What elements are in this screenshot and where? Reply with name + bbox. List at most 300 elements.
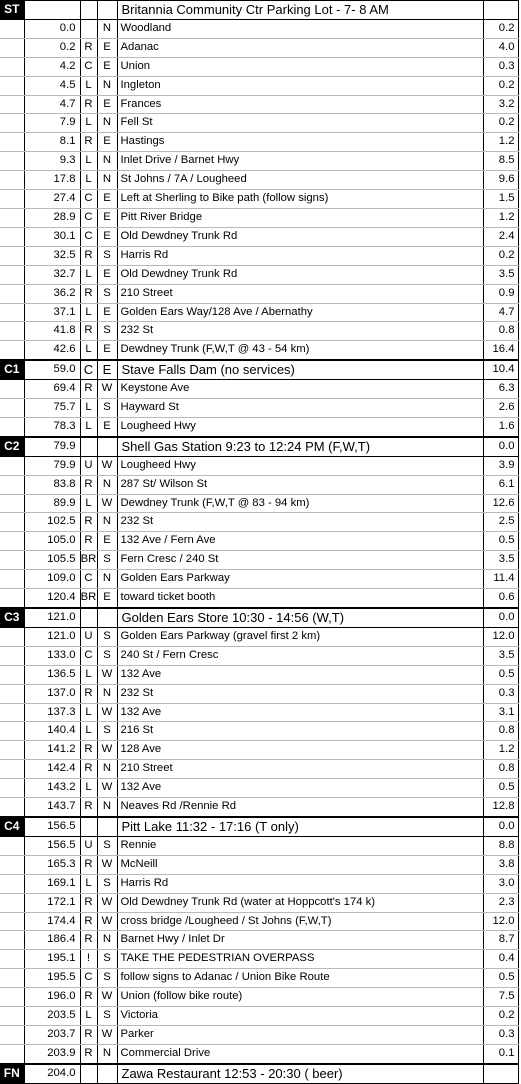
segment-cell <box>483 1 518 20</box>
control-label-cell <box>0 208 24 227</box>
turn-cell: L <box>80 417 97 436</box>
distance-cell: 37.1 <box>24 303 80 322</box>
control-label-cell <box>0 703 24 722</box>
distance-cell: 140.4 <box>24 722 80 741</box>
turn-cell: L <box>80 171 97 190</box>
segment-cell: 0.6 <box>483 589 518 608</box>
route-cell: Lougheed Hwy <box>117 417 483 436</box>
segment-cell: 0.2 <box>483 76 518 95</box>
turn-cell: R <box>80 95 97 114</box>
control-label-cell <box>0 950 24 969</box>
route-cell: Keystone Ave <box>117 380 483 399</box>
cue-row <box>0 208 518 227</box>
control-label-cell <box>0 456 24 475</box>
cue-row <box>0 76 518 95</box>
route-cell: Zawa Restaurant 12:53 - 20:30 ( beer) <box>117 1064 483 1083</box>
cue-row <box>0 741 518 760</box>
control-row <box>0 817 518 836</box>
distance-cell: 78.3 <box>24 417 80 436</box>
control-label-cell <box>0 95 24 114</box>
distance-cell: 143.7 <box>24 798 80 817</box>
turn-cell: R <box>80 532 97 551</box>
cue-row <box>0 779 518 798</box>
heading-cell: N <box>97 931 117 950</box>
control-label-cell <box>0 798 24 817</box>
heading-cell: S <box>97 950 117 969</box>
segment-cell: 3.5 <box>483 646 518 665</box>
heading-cell: S <box>97 969 117 988</box>
distance-cell: 109.0 <box>24 570 80 589</box>
cue-row <box>0 589 518 608</box>
distance-cell: 102.5 <box>24 513 80 532</box>
segment-cell: 12.6 <box>483 494 518 513</box>
heading-cell: S <box>97 722 117 741</box>
segment-cell: 1.2 <box>483 133 518 152</box>
distance-cell: 172.1 <box>24 893 80 912</box>
distance-cell: 7.9 <box>24 114 80 133</box>
segment-cell: 3.2 <box>483 95 518 114</box>
heading-cell: N <box>97 513 117 532</box>
cue-row <box>0 152 518 171</box>
segment-cell: 0.2 <box>483 246 518 265</box>
control-row <box>0 1064 518 1083</box>
heading-cell: E <box>97 57 117 76</box>
segment-cell: 8.8 <box>483 836 518 855</box>
turn-cell: BR <box>80 589 97 608</box>
route-cell: Harris Rd <box>117 874 483 893</box>
control-label-cell <box>0 227 24 246</box>
control-label-cell <box>0 532 24 551</box>
turn-cell: R <box>80 322 97 341</box>
segment-cell: 3.0 <box>483 874 518 893</box>
segment-cell: 8.5 <box>483 152 518 171</box>
turn-cell: L <box>80 494 97 513</box>
segment-cell: 0.2 <box>483 1007 518 1026</box>
cue-row <box>0 1025 518 1044</box>
cue-row <box>0 19 518 38</box>
turn-cell: L <box>80 114 97 133</box>
route-cell: 128 Ave <box>117 741 483 760</box>
control-label-cell <box>0 133 24 152</box>
heading-cell: S <box>97 627 117 646</box>
segment-cell: 1.2 <box>483 208 518 227</box>
turn-cell <box>80 1064 97 1083</box>
heading-cell: S <box>97 1007 117 1026</box>
control-label-cell <box>0 779 24 798</box>
turn-cell: R <box>80 133 97 152</box>
turn-cell: U <box>80 836 97 855</box>
distance-cell: 196.0 <box>24 988 80 1007</box>
cue-row <box>0 912 518 931</box>
cue-row <box>0 988 518 1007</box>
control-label-cell <box>0 322 24 341</box>
cue-row <box>0 1044 518 1063</box>
segment-cell: 0.5 <box>483 779 518 798</box>
segment-cell: 3.1 <box>483 703 518 722</box>
control-label-cell <box>0 265 24 284</box>
turn-cell: R <box>80 284 97 303</box>
route-cell: Rennie <box>117 836 483 855</box>
cue-row <box>0 246 518 265</box>
distance-cell: 136.5 <box>24 665 80 684</box>
route-cell: 210 Street <box>117 284 483 303</box>
control-label-cell <box>0 399 24 418</box>
cue-row <box>0 171 518 190</box>
segment-cell: 3.5 <box>483 265 518 284</box>
route-cell: Union <box>117 57 483 76</box>
cue-row <box>0 570 518 589</box>
route-cell: Woodland <box>117 19 483 38</box>
heading-cell: N <box>97 76 117 95</box>
distance-cell: 27.4 <box>24 190 80 209</box>
heading-cell: E <box>97 532 117 551</box>
cue-row <box>0 836 518 855</box>
route-cell: 132 Ave <box>117 779 483 798</box>
route-cell: 287 St/ Wilson St <box>117 475 483 494</box>
turn-cell: L <box>80 76 97 95</box>
cue-row <box>0 950 518 969</box>
distance-cell: 195.5 <box>24 969 80 988</box>
turn-cell: L <box>80 779 97 798</box>
control-label-cell <box>0 760 24 779</box>
turn-cell: C <box>80 570 97 589</box>
turn-cell: R <box>80 684 97 703</box>
turn-cell: R <box>80 893 97 912</box>
distance-cell: 28.9 <box>24 208 80 227</box>
control-label-cell <box>0 1044 24 1063</box>
segment-cell: 0.3 <box>483 57 518 76</box>
heading-cell: E <box>97 38 117 57</box>
control-label-cell <box>0 171 24 190</box>
turn-cell: L <box>80 303 97 322</box>
segment-cell: 3.5 <box>483 551 518 570</box>
distance-cell: 8.1 <box>24 133 80 152</box>
distance-cell: 195.1 <box>24 950 80 969</box>
control-label-cell <box>0 665 24 684</box>
control-label-cell <box>0 246 24 265</box>
route-cell: 132 Ave <box>117 665 483 684</box>
segment-cell: 2.3 <box>483 893 518 912</box>
heading-cell: S <box>97 322 117 341</box>
route-cell: Golden Ears Way/128 Ave / Abernathy <box>117 303 483 322</box>
route-cell: 232 St <box>117 513 483 532</box>
distance-cell <box>24 1 80 20</box>
heading-cell: E <box>97 133 117 152</box>
distance-cell: 174.4 <box>24 912 80 931</box>
control-label: C2 <box>0 438 24 456</box>
heading-cell <box>97 608 117 627</box>
turn-cell: C <box>80 646 97 665</box>
route-cell: Pitt River Bridge <box>117 208 483 227</box>
turn-cell: U <box>80 627 97 646</box>
segment-cell: 1.2 <box>483 741 518 760</box>
control-label-cell <box>0 1007 24 1026</box>
cue-row <box>0 38 518 57</box>
heading-cell: E <box>97 208 117 227</box>
route-cell: Neaves Rd /Rennie Rd <box>117 798 483 817</box>
segment-cell: 0.8 <box>483 322 518 341</box>
cue-row <box>0 475 518 494</box>
route-cell: Shell Gas Station 9:23 to 12:24 PM (F,W,T) <box>117 437 483 456</box>
distance-cell: 156.5 <box>24 817 80 836</box>
cue-row <box>0 665 518 684</box>
distance-cell: 0.0 <box>24 19 80 38</box>
control-label-cell <box>0 303 24 322</box>
control-label-cell <box>0 1 24 20</box>
distance-cell: 120.4 <box>24 589 80 608</box>
turn-cell: R <box>80 931 97 950</box>
turn-cell: L <box>80 1007 97 1026</box>
route-cell: Commercial Drive <box>117 1044 483 1063</box>
segment-cell: 4.7 <box>483 303 518 322</box>
turn-cell: L <box>80 399 97 418</box>
route-cell: Fell St <box>117 114 483 133</box>
control-label-cell <box>0 551 24 570</box>
distance-cell: 69.4 <box>24 380 80 399</box>
turn-cell: R <box>80 1025 97 1044</box>
heading-cell: W <box>97 741 117 760</box>
cue-row <box>0 760 518 779</box>
control-label-cell <box>0 817 24 836</box>
heading-cell: S <box>97 284 117 303</box>
route-cell: Adanac <box>117 38 483 57</box>
turn-cell <box>80 817 97 836</box>
heading-cell: E <box>97 341 117 360</box>
control-label-cell <box>0 57 24 76</box>
control-label: C1 <box>0 361 24 379</box>
cue-row <box>0 417 518 436</box>
distance-cell: 169.1 <box>24 874 80 893</box>
control-label-cell <box>0 1025 24 1044</box>
control-label-cell <box>0 360 24 379</box>
heading-cell: S <box>97 874 117 893</box>
turn-cell: R <box>80 988 97 1007</box>
control-label-cell <box>0 380 24 399</box>
route-cell: Old Dewdney Trunk Rd <box>117 227 483 246</box>
cue-row <box>0 303 518 322</box>
turn-cell <box>80 1 97 20</box>
turn-cell: R <box>80 38 97 57</box>
turn-cell: R <box>80 380 97 399</box>
turn-cell: R <box>80 798 97 817</box>
heading-cell: E <box>97 360 117 379</box>
heading-cell: S <box>97 399 117 418</box>
route-cell: Stave Falls Dam (no services) <box>117 360 483 379</box>
turn-cell: BR <box>80 551 97 570</box>
distance-cell: 0.2 <box>24 38 80 57</box>
cue-row <box>0 57 518 76</box>
segment-cell: 0.5 <box>483 532 518 551</box>
distance-cell: 105.5 <box>24 551 80 570</box>
turn-cell: U <box>80 456 97 475</box>
control-label-cell <box>0 19 24 38</box>
cue-row <box>0 646 518 665</box>
control-label-cell <box>0 646 24 665</box>
distance-cell: 203.9 <box>24 1044 80 1063</box>
distance-cell: 142.4 <box>24 760 80 779</box>
distance-cell: 165.3 <box>24 855 80 874</box>
control-label-cell <box>0 988 24 1007</box>
control-label-cell <box>0 1064 24 1083</box>
control-label-cell <box>0 722 24 741</box>
distance-cell: 203.7 <box>24 1025 80 1044</box>
heading-cell: N <box>97 760 117 779</box>
control-label-cell <box>0 76 24 95</box>
heading-cell: W <box>97 494 117 513</box>
route-cell: Old Dewdney Trunk Rd (water at Hoppcott's 174 k) <box>117 893 483 912</box>
segment-cell: 6.1 <box>483 475 518 494</box>
segment-cell: 0.5 <box>483 665 518 684</box>
cue-row <box>0 133 518 152</box>
distance-cell: 133.0 <box>24 646 80 665</box>
turn-cell <box>80 437 97 456</box>
control-label-cell <box>0 969 24 988</box>
route-cell: Fern Cresc / 240 St <box>117 551 483 570</box>
distance-cell: 75.7 <box>24 399 80 418</box>
turn-cell: C <box>80 969 97 988</box>
heading-cell: W <box>97 1025 117 1044</box>
heading-cell <box>97 817 117 836</box>
route-cell: 240 St / Fern Cresc <box>117 646 483 665</box>
segment-cell: 12.0 <box>483 627 518 646</box>
segment-cell: 0.8 <box>483 760 518 779</box>
heading-cell: W <box>97 779 117 798</box>
route-cell: Golden Ears Parkway (gravel first 2 km) <box>117 627 483 646</box>
control-label: ST <box>0 1 24 19</box>
heading-cell: N <box>97 114 117 133</box>
distance-cell: 204.0 <box>24 1064 80 1083</box>
heading-cell: N <box>97 152 117 171</box>
heading-cell <box>97 437 117 456</box>
distance-cell: 121.0 <box>24 608 80 627</box>
distance-cell: 4.5 <box>24 76 80 95</box>
cue-row <box>0 227 518 246</box>
control-label-cell <box>0 893 24 912</box>
turn-cell: L <box>80 265 97 284</box>
route-cell: 232 St <box>117 322 483 341</box>
heading-cell: N <box>97 570 117 589</box>
distance-cell: 36.2 <box>24 284 80 303</box>
heading-cell: N <box>97 684 117 703</box>
distance-cell: 17.8 <box>24 171 80 190</box>
control-label-cell <box>0 38 24 57</box>
control-label-cell <box>0 513 24 532</box>
route-cell: Parker <box>117 1025 483 1044</box>
control-row <box>0 360 518 379</box>
heading-cell: S <box>97 836 117 855</box>
cue-row <box>0 322 518 341</box>
heading-cell: W <box>97 703 117 722</box>
cue-row <box>0 513 518 532</box>
control-label-cell <box>0 417 24 436</box>
cue-row <box>0 265 518 284</box>
heading-cell: E <box>97 95 117 114</box>
control-label-cell <box>0 931 24 950</box>
distance-cell: 137.0 <box>24 684 80 703</box>
control-label: FN <box>0 1065 24 1083</box>
cue-row <box>0 341 518 360</box>
segment-cell: 10.4 <box>483 360 518 379</box>
control-label-cell <box>0 114 24 133</box>
route-cell: 232 St <box>117 684 483 703</box>
turn-cell: R <box>80 513 97 532</box>
turn-cell <box>80 608 97 627</box>
turn-cell: C <box>80 208 97 227</box>
heading-cell <box>97 1064 117 1083</box>
route-cell: Left at Sherling to Bike path (follow signs) <box>117 190 483 209</box>
cue-row <box>0 874 518 893</box>
control-label-cell <box>0 741 24 760</box>
route-cell: Union (follow bike route) <box>117 988 483 1007</box>
cue-row <box>0 380 518 399</box>
heading-cell: E <box>97 190 117 209</box>
segment-cell: 12.0 <box>483 912 518 931</box>
segment-cell: 0.3 <box>483 684 518 703</box>
cue-row <box>0 190 518 209</box>
turn-cell: R <box>80 741 97 760</box>
segment-cell: 0.5 <box>483 969 518 988</box>
segment-cell: 0.2 <box>483 19 518 38</box>
cue-row <box>0 855 518 874</box>
route-cell: 210 Street <box>117 760 483 779</box>
turn-cell: R <box>80 912 97 931</box>
route-cell: Pitt Lake 11:32 - 17:16 (T only) <box>117 817 483 836</box>
segment-cell: 16.4 <box>483 341 518 360</box>
distance-cell: 203.5 <box>24 1007 80 1026</box>
turn-cell: ! <box>80 950 97 969</box>
heading-cell: E <box>97 417 117 436</box>
route-cell: Barnet Hwy / Inlet Dr <box>117 931 483 950</box>
segment-cell: 6.3 <box>483 380 518 399</box>
control-label-cell <box>0 475 24 494</box>
route-cell: Victoria <box>117 1007 483 1026</box>
route-cell: Old Dewdney Trunk Rd <box>117 265 483 284</box>
cue-row <box>0 969 518 988</box>
control-label-cell <box>0 284 24 303</box>
control-label-cell <box>0 341 24 360</box>
cue-row <box>0 399 518 418</box>
turn-cell: L <box>80 703 97 722</box>
heading-cell: W <box>97 988 117 1007</box>
turn-cell: L <box>80 722 97 741</box>
segment-cell: 0.0 <box>483 437 518 456</box>
cue-row <box>0 494 518 513</box>
route-cell: Hastings <box>117 133 483 152</box>
control-label-cell <box>0 589 24 608</box>
distance-cell: 89.9 <box>24 494 80 513</box>
distance-cell: 186.4 <box>24 931 80 950</box>
distance-cell: 4.7 <box>24 95 80 114</box>
turn-cell: R <box>80 475 97 494</box>
route-cell: Golden Ears Parkway <box>117 570 483 589</box>
heading-cell: S <box>97 246 117 265</box>
control-label-cell <box>0 152 24 171</box>
route-cell: Lougheed Hwy <box>117 456 483 475</box>
segment-cell: 2.4 <box>483 227 518 246</box>
distance-cell: 4.2 <box>24 57 80 76</box>
turn-cell: R <box>80 760 97 779</box>
control-label-cell <box>0 912 24 931</box>
control-label-cell <box>0 437 24 456</box>
route-cell: Frances <box>117 95 483 114</box>
segment-cell: 12.8 <box>483 798 518 817</box>
cue-row <box>0 532 518 551</box>
heading-cell: S <box>97 551 117 570</box>
distance-cell: 156.5 <box>24 836 80 855</box>
segment-cell: 0.0 <box>483 608 518 627</box>
heading-cell: E <box>97 303 117 322</box>
heading-cell: N <box>97 475 117 494</box>
